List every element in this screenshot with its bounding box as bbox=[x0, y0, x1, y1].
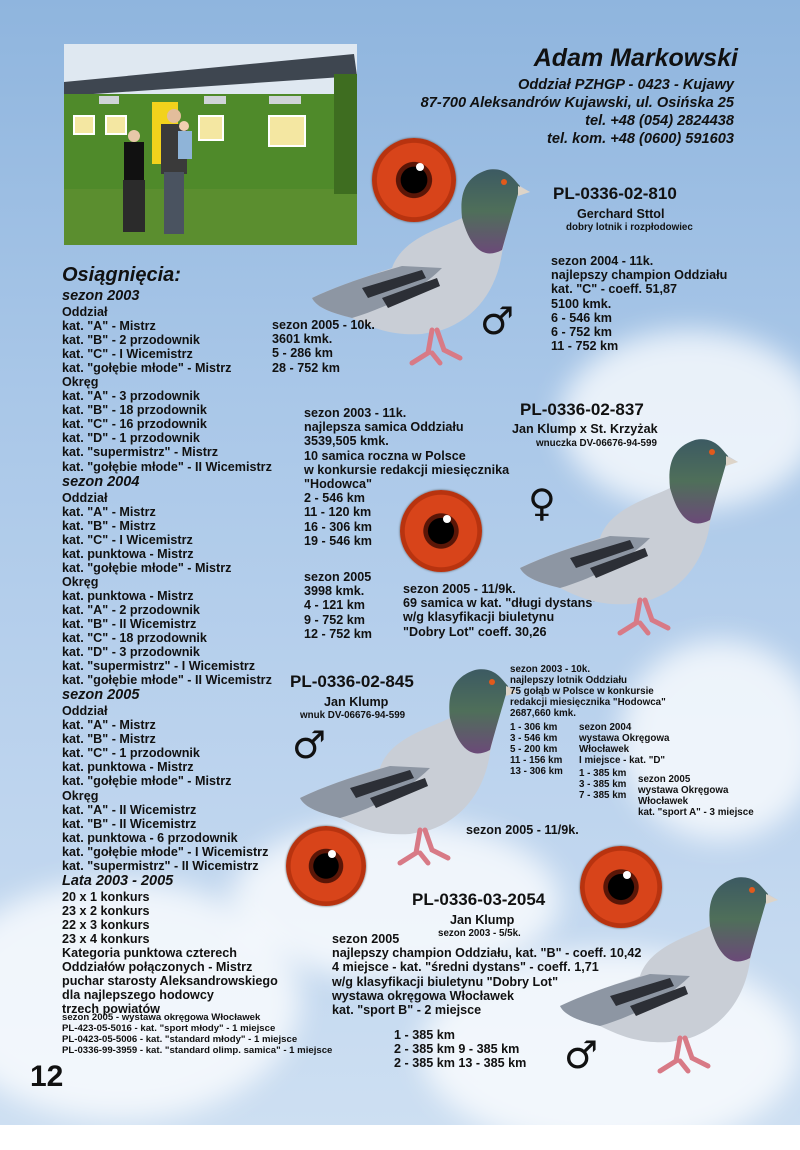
achievement-line: Oddział bbox=[62, 305, 108, 319]
result-line: 3539,505 kmk. bbox=[304, 434, 389, 449]
result-line: 1 - 306 km bbox=[510, 722, 558, 733]
achievement-line: kat. "gołębie młode" - I Wicemistrz bbox=[62, 844, 269, 859]
result-line: 6 - 546 km bbox=[551, 310, 612, 325]
achievement-line: kat. "B" - Mistrz bbox=[62, 732, 156, 747]
result-line: 28 - 752 km bbox=[272, 360, 340, 375]
breeder-name: Adam Markowski bbox=[533, 44, 738, 72]
achievement-line: Okręg bbox=[62, 788, 99, 803]
achievement-line: Kategoria punktowa czterech bbox=[62, 945, 237, 960]
bird4-results-b bbox=[394, 1028, 526, 1071]
result-line: 4 - 121 km bbox=[304, 598, 365, 613]
achievement-line: 20 x 1 konkurs bbox=[62, 889, 150, 904]
male-symbol-icon: ♂ bbox=[480, 299, 515, 343]
bird4-parents: Jan Klump bbox=[450, 913, 515, 927]
result-line: 75 gołąb w Polsce w konkursie bbox=[510, 686, 654, 697]
achievement-line: Okręg bbox=[62, 375, 99, 390]
result-line: 2 - 546 km bbox=[304, 491, 365, 506]
result-line: w konkursie redakcji miesięcznika bbox=[304, 462, 510, 477]
bird2-ring-code: PL-0336-02-837 bbox=[520, 400, 644, 419]
page-number: 12 bbox=[30, 1060, 64, 1093]
result-line: najlepsza samica Oddziału bbox=[304, 420, 464, 435]
breeder-contact bbox=[421, 76, 734, 148]
result-line: 3 - 385 km bbox=[579, 779, 627, 790]
bird2-pigeon bbox=[500, 428, 740, 648]
result-line: 11 - 120 km bbox=[304, 505, 372, 520]
bird3-results-d bbox=[579, 768, 626, 801]
achievement-line: Okręg bbox=[62, 574, 99, 589]
achievement-line: kat. "D" - 3 przodownik bbox=[62, 645, 200, 660]
achievement-line: kat. "C" - I Wicemistrz bbox=[62, 347, 193, 362]
achievement-line: Oddział bbox=[62, 704, 108, 719]
result-line: wystawa Okręgowa bbox=[638, 785, 729, 796]
bird3-results-b bbox=[510, 722, 563, 777]
achievement-line: kat. punktowa - Mistrz bbox=[62, 546, 194, 561]
result-line: 13 - 306 km bbox=[510, 766, 563, 777]
achievement-line: kat. "supermistrz" - I Wicemistrz bbox=[62, 659, 256, 674]
contact-line: 87-700 Aleksandrów Kujawski, ul. Osińska 25 bbox=[420, 95, 734, 111]
achievement-line: kat. "A" - Mistrz bbox=[62, 718, 156, 733]
achievements-title: Osiągnięcia: bbox=[62, 264, 181, 286]
result-line: "Dobry Lot" coeff. 30,26 bbox=[403, 624, 547, 639]
achievement-line: kat. "gołębie młode" - II Wicemistrz bbox=[62, 459, 272, 474]
bird3-parents: Jan Klump bbox=[324, 695, 389, 709]
achievement-line: kat. "B" - II Wicemistrz bbox=[62, 816, 197, 831]
achievement-line: Oddział bbox=[62, 490, 108, 505]
result-line: 5 - 200 km bbox=[510, 744, 558, 755]
bird2-description: wnuczka DV-06676-94-599 bbox=[536, 438, 657, 449]
result-line: najlepszy champion Oddziału bbox=[551, 268, 728, 283]
result-line: "Hodowca" bbox=[304, 477, 372, 492]
achievements-list bbox=[62, 262, 278, 1016]
achievement-line: kat. "gołębie młode" - Mistrz bbox=[62, 774, 232, 789]
contact-line: tel. kom. +48 (0600) 591603 bbox=[546, 131, 734, 147]
achievement-line: kat. "C" - 18 przodownik bbox=[62, 631, 207, 646]
result-line: sezon 2005 - 10k. bbox=[272, 318, 375, 332]
achievement-line: kat. "B" - Mistrz bbox=[62, 518, 156, 533]
bird2-eye bbox=[400, 490, 482, 572]
result-line: 4 miejsce - kat. "średni dystans" - coeff. 1,71 bbox=[332, 960, 599, 975]
achievement-line: sezon 2004 bbox=[62, 473, 140, 490]
bird3-results-c bbox=[579, 722, 669, 766]
result-line: w/g klasyfikacji biuletynu "Dobry Lot" bbox=[332, 974, 559, 989]
result-line: 3998 kmk. bbox=[304, 584, 365, 599]
achievement-line: kat. "C" - I Wicemistrz bbox=[62, 532, 193, 547]
achievement-line: kat. "supermistrz" - Mistrz bbox=[62, 445, 219, 460]
achievement-line: kat. "A" - Mistrz bbox=[62, 504, 156, 519]
bird4-ring-code: PL-0336-03-2054 bbox=[412, 890, 546, 909]
achievement-line: kat. "A" - Mistrz bbox=[62, 319, 156, 334]
achievement-line: puchar starosty Aleksandrowskiego bbox=[62, 974, 278, 989]
contact-line: Oddział PZHGP - 0423 - Kujawy bbox=[518, 77, 734, 93]
achievement-line: kat. "B" - 18 przodownik bbox=[62, 403, 207, 418]
achievement-line: sezon 2005 bbox=[62, 687, 140, 704]
achievement-line: kat. "A" - II Wicemistrz bbox=[62, 802, 197, 817]
result-line: 5 - 286 km bbox=[272, 346, 333, 361]
result-line: wystawa okręgowa Włocławek bbox=[332, 988, 514, 1003]
result-line: w/g klasyfikacji biuletynu bbox=[403, 610, 555, 625]
achievement-line: kat. punktowa - Mistrz bbox=[62, 760, 194, 775]
bird1-parents: Gerchard Sttol bbox=[577, 207, 665, 221]
result-line: sezon 2004 bbox=[579, 722, 632, 733]
achievement-footer-line: PL-0423-05-5006 - kat. "standard młody" - 1 miejsce bbox=[62, 1034, 298, 1045]
result-line: sezon 2005 - 11/9k. bbox=[403, 582, 516, 596]
achievement-line: kat. "C" - 1 przodownik bbox=[62, 746, 200, 761]
result-line: 11 - 752 km bbox=[551, 339, 619, 354]
achievement-footer-line: PL-423-05-5016 - kat. "sport młody" - 1 miejsce bbox=[62, 1023, 276, 1034]
bird3-results-a bbox=[510, 664, 666, 719]
result-line: 10 samica roczna w Polsce bbox=[304, 448, 466, 463]
achievement-line: kat. punktowa - Mistrz bbox=[62, 588, 194, 603]
result-line: 2 - 385 km 13 - 385 km bbox=[394, 1056, 527, 1071]
bird2-results-b bbox=[304, 570, 372, 641]
result-line: Włocławek bbox=[638, 796, 689, 807]
achievement-line: kat. "gołębie młode" - Mistrz bbox=[62, 361, 232, 376]
result-line: I miejsce - kat. "D" bbox=[579, 755, 666, 766]
bird3-ring-code: PL-0336-02-845 bbox=[290, 672, 414, 691]
male-symbol-icon: ♂ bbox=[292, 723, 327, 767]
result-line: 5100 kmk. bbox=[551, 296, 612, 311]
bird3-season-note: sezon 2005 - 11/9k. bbox=[466, 823, 579, 837]
bird1-results-right bbox=[551, 254, 727, 353]
result-line: 3 - 546 km bbox=[510, 733, 558, 744]
achievement-line: kat. "D" - 1 przodownik bbox=[62, 431, 200, 446]
result-line: kat. "C" - coeff. 51,87 bbox=[551, 282, 678, 297]
female-symbol-icon: ♀ bbox=[528, 481, 556, 525]
bird1-description: dobry lotnik i rozpłodowiec bbox=[566, 222, 693, 233]
achievement-line: kat. "B" - II Wicemistrz bbox=[62, 616, 197, 631]
result-line: 3601 kmk. bbox=[272, 332, 333, 347]
achievement-line: sezon 2003 bbox=[62, 288, 140, 304]
achievement-line: kat. "gołębie młode" - Mistrz bbox=[62, 560, 232, 575]
bird2-parents: Jan Klump x St. Krzyżak bbox=[512, 422, 658, 436]
bird1-results-left bbox=[272, 318, 375, 375]
bird3-eye bbox=[286, 826, 366, 906]
result-line: 6 - 752 km bbox=[551, 325, 612, 340]
achievement-line: Oddziałów połączonych - Mistrz bbox=[62, 960, 253, 975]
result-line: kat. "sport B" - 2 miejsce bbox=[332, 1003, 482, 1018]
achievement-line: kat. "supermistrz" - II Wicemistrz bbox=[62, 858, 259, 873]
result-line: kat. "sport A" - 3 miejsce bbox=[638, 807, 754, 818]
achievement-line: kat. "A" - 3 przodownik bbox=[62, 389, 200, 404]
result-line: najlepszy champion Oddziału, kat. "B" - coeff. 10,42 bbox=[332, 946, 642, 961]
result-line: sezon 2005 bbox=[304, 570, 372, 584]
result-line: sezon 2003 - 11k. bbox=[304, 406, 407, 420]
result-line: 1 - 385 km bbox=[394, 1028, 455, 1042]
result-line: redakcji miesięcznika "Hodowca" bbox=[510, 697, 666, 708]
result-line: 9 - 752 km bbox=[304, 612, 365, 627]
result-line: 16 - 306 km bbox=[304, 519, 372, 534]
result-line: 2687,660 kmk. bbox=[510, 708, 576, 719]
result-line: 12 - 752 km bbox=[304, 626, 372, 641]
bird4-description: sezon 2003 - 5/5k. bbox=[438, 928, 521, 939]
achievements-footer bbox=[62, 1012, 332, 1056]
result-line: 2 - 385 km 9 - 385 km bbox=[394, 1042, 520, 1057]
result-line: wystawa Okręgowa bbox=[579, 733, 670, 744]
result-line: 19 - 546 km bbox=[304, 533, 372, 548]
result-line: 7 - 385 km bbox=[579, 790, 627, 801]
result-line: najlepszy lotnik Oddziału bbox=[510, 675, 628, 686]
achievement-footer-line: PL-0336-99-3959 - kat. "standard olimp. samica" - 1 miejsce bbox=[62, 1045, 333, 1056]
result-line: sezon 2003 - 10k. bbox=[510, 664, 591, 675]
achievement-line: kat. "C" - 16 przodownik bbox=[62, 417, 207, 432]
contact-line: tel. +48 (054) 2824438 bbox=[585, 113, 734, 129]
bird3-results-e bbox=[638, 774, 754, 818]
achievement-footer-line: sezon 2005 - wystawa okręgowa Włocławek bbox=[62, 1012, 261, 1023]
male-symbol-icon: ♂ bbox=[564, 1033, 599, 1077]
result-line: 11 - 156 km bbox=[510, 755, 563, 766]
achievement-line: kat. "A" - 2 przodownik bbox=[62, 602, 200, 617]
result-line: sezon 2004 - 11k. bbox=[551, 254, 654, 268]
result-line: sezon 2005 bbox=[332, 932, 400, 946]
achievement-line: kat. "B" - 2 przodownik bbox=[62, 333, 200, 348]
achievement-line: kat. punktowa - 6 przodownik bbox=[62, 830, 238, 845]
achievement-line: dla najlepszego hodowcy bbox=[62, 988, 214, 1003]
result-line: 69 samica w kat. "długi dystans" bbox=[403, 596, 599, 611]
result-line: Włocławek bbox=[579, 744, 630, 755]
achievement-line: 23 x 4 konkurs bbox=[62, 931, 150, 946]
achievement-line: trzech powiatów bbox=[62, 1002, 160, 1017]
bird3-description: wnuk DV-06676-94-599 bbox=[300, 710, 406, 721]
achievement-line: 22 x 3 konkurs bbox=[62, 917, 150, 932]
achievement-line: kat. "gołębie młode" - II Wicemistrz bbox=[62, 673, 272, 688]
result-line: sezon 2005 bbox=[638, 774, 691, 785]
result-line: 1 - 385 km bbox=[579, 768, 627, 779]
achievement-line: 23 x 2 konkurs bbox=[62, 903, 150, 918]
bird1-ring-code: PL-0336-02-810 bbox=[553, 184, 677, 203]
achievement-line: Lata 2003 - 2005 bbox=[62, 872, 174, 889]
